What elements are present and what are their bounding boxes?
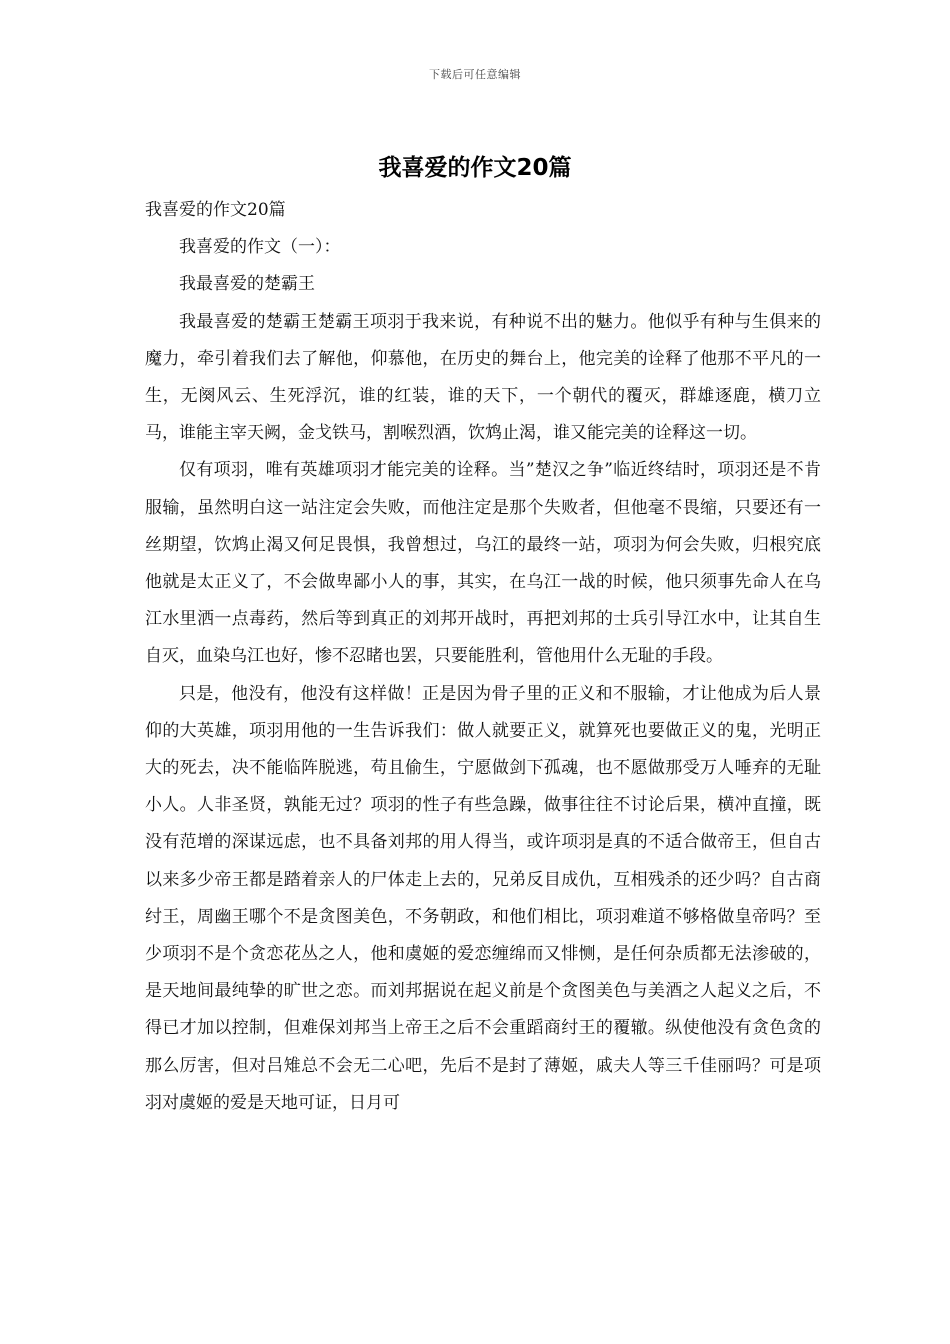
body-paragraph: 只是，他没有，他没有这样做！正是因为骨子里的正义和不服输，才让他成为后人景仰的大英雄，项羽用他的一生告诉我们：做人就要正义，就算死也要做正义的鬼，光明正大的死去，决不能临阵脱逃，苟且偷生，宁愿做剑下孤魂，也不愿做那受万人唾弃的无耻小人。人非圣贤，孰能无过？项羽的性子有些急躁，做事往往不讨论后果，横冲直撞，既没有范增的深谋远虑，也不具备刘邦的用人得当，或许项羽是真的不适合做帝王，但自古以来多少帝王都是踏着亲人的尸体走上去的，兄弟反目成仇，互相残杀的还少吗？自古商纣王，周幽王哪个不是贪图美色，不务朝政，和他们相比，项羽难道不够格做皇帝吗？至少项羽不是个贪恋花丛之人，他和虞姬的爱恋缠绵而又悱恻，是任何杂质都无法渗破的，是天地间最纯挚的旷世之恋。而刘邦据说在起义前是个贪图美色与美酒之人起义之后，不得已才加以控制，但难保刘邦当上帝王之后不会重蹈商纣王的覆辙。纵使他没有贪色贪的那么厉害，但对吕雉总不会无二心吧，先后不是封了薄姬，戚夫人等三千佳丽吗？可是项羽对虞姬的爱是天地可证，日月可 bbox=[145, 683, 821, 1113]
body-paragraph: 我最喜爱的楚霸王楚霸王项羽于我来说，有种说不出的魅力。他似乎有种与生俱来的魔力，牵引着我们去了解他，仰慕他，在历史的舞台上，他完美的诠释了他那不平凡的一生，无阕风云、生死浮沉，谁的红装，谁的天下，一个朝代的覆灭，群雄逐鹿，横刀立马，谁能主宰天阙，金戈铁马，割喉烈酒，饮鸩止渴，谁又能完美的诠释这一切。 bbox=[145, 311, 821, 444]
page-header-note: 下载后可任意编辑 bbox=[429, 68, 521, 81]
body-paragraph: 我喜爱的作文20篇 bbox=[145, 200, 286, 220]
body-paragraph: 我喜爱的作文（一）： bbox=[179, 237, 341, 258]
body-paragraph: 仅有项羽，唯有英雄项羽才能完美的诠释。当”楚汉之争”临近终结时，项羽还是不肯服输，虽然明白这一站注定会失败，而他注定是那个失败者，但他毫不畏缩，只要还有一丝期望，饮鸩止渴又何足畏惧，我曾想过，乌江的最终一站，项羽为何会失败，归根究底他就是太正义了，不会做卑鄙小人的事，其实，在乌江一战的时候，他只须事先命人在乌江水里洒一点毒药，然后等到真正的刘邦开战时，再把刘邦的士兵引导江水中，让其自生自灭，血染乌江也好，惨不忍睹也罢，只要能胜利，管他用什么无耻的手段。 bbox=[145, 460, 821, 667]
body-paragraph: 我最喜爱的楚霸王 bbox=[179, 274, 315, 295]
document-body bbox=[145, 192, 821, 1122]
document-title: 我喜爱的作文20篇 bbox=[378, 155, 572, 181]
